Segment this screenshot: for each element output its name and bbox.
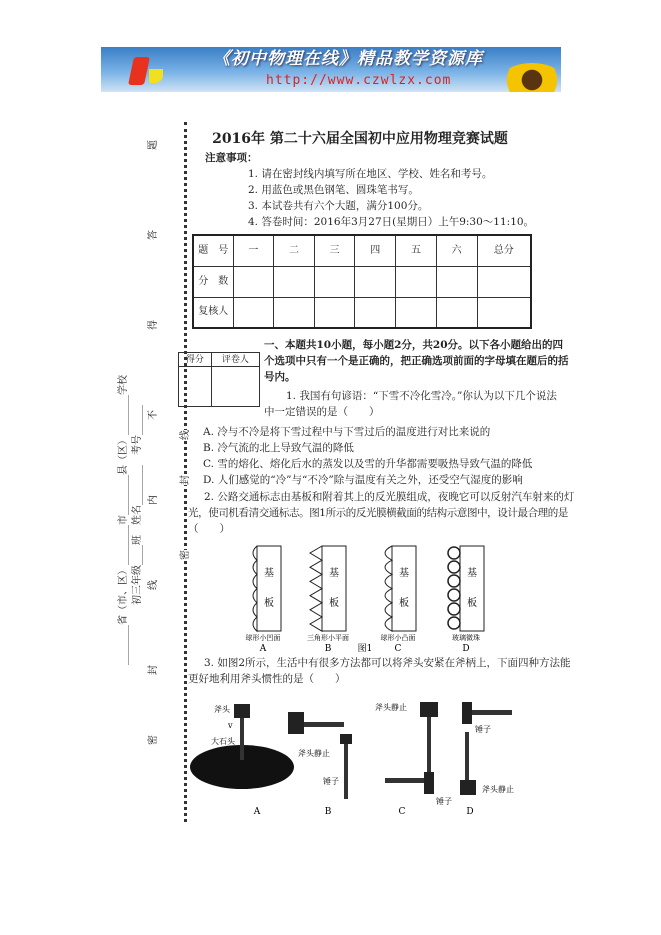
glass-bead bbox=[448, 617, 460, 629]
board-label: 板 bbox=[329, 598, 339, 609]
hammer-handle bbox=[385, 778, 425, 783]
grader-table bbox=[178, 352, 260, 407]
score-table bbox=[192, 234, 532, 329]
label-hammer: 锤子 bbox=[323, 777, 339, 786]
board-label: 基 bbox=[399, 568, 409, 579]
glass-bead bbox=[448, 561, 460, 573]
option-a: A. 冷与不冷是将下雪过程中与下雪过后的温度进行对比来说的 bbox=[203, 426, 491, 438]
label-v: v bbox=[228, 721, 233, 730]
banner-title: 《初中物理在线》精品教学资源库 bbox=[213, 49, 483, 69]
text-line: 一、本题共10小题，每小题2分，共20分。以下各小题给出的四 bbox=[264, 339, 564, 351]
figure-1 bbox=[180, 538, 540, 653]
figure-item-letter: A bbox=[253, 807, 261, 817]
margin-location-line: ________省（市、区）________市________县（区）________学校 bbox=[118, 375, 129, 665]
base-board bbox=[460, 546, 484, 631]
banner-url: http://www.czwlzx.com bbox=[266, 73, 452, 88]
notice-item: 1. 请在密封线内填写所在地区、学校、姓名和考号。 bbox=[248, 168, 493, 180]
th: 三 bbox=[314, 235, 355, 266]
notice-item: 3. 本试卷共有六个大题，满分100分。 bbox=[248, 200, 429, 212]
figure-item-letter: C bbox=[394, 644, 402, 653]
board-label: 基 bbox=[264, 568, 274, 579]
figure-item-letter: D bbox=[466, 807, 474, 817]
label-axe-still: 斧头静止 bbox=[298, 749, 330, 758]
section1-instructions bbox=[264, 337, 569, 385]
question-1-options bbox=[203, 424, 532, 488]
text-line: 个选项中只有一个是正确的，把正确选项前面的字母填在题后的括 bbox=[264, 355, 569, 367]
seal-char: 题 bbox=[148, 140, 159, 150]
option-c: C. 雪的熔化、熔化后水的蒸发以及雪的升华都需要吸热导致气温的降低 bbox=[203, 458, 533, 470]
axe-head bbox=[460, 780, 476, 795]
figure-item-desc: 三角形小平面 bbox=[307, 634, 349, 642]
text-line: 光，使司机看清交通标志。图1所示的反光膜横截面的结构示意图中，设计最合理的是 bbox=[188, 507, 568, 519]
glass-bead bbox=[448, 603, 460, 615]
figure-2 bbox=[180, 692, 540, 817]
reflective-film bbox=[253, 546, 257, 631]
seal-char: 得 bbox=[148, 320, 159, 330]
hammer-head bbox=[462, 702, 472, 724]
th: 总分 bbox=[477, 235, 531, 266]
base-board bbox=[392, 546, 416, 631]
figure-item-letter: D bbox=[462, 644, 470, 653]
hammer-handle bbox=[344, 744, 348, 799]
axe-head bbox=[234, 704, 250, 718]
label-axe-still: 斧头静止 bbox=[375, 703, 407, 712]
hammer-handle bbox=[472, 710, 512, 715]
board-label: 板 bbox=[467, 598, 477, 609]
logo-icon bbox=[128, 57, 150, 85]
text-line: 1. 我国有句谚语：“下雪不冷化雪冷。”你认为以下几个说法 bbox=[286, 390, 557, 402]
figure-item-desc: 球形小凹面 bbox=[245, 634, 281, 642]
th: 二 bbox=[274, 235, 315, 266]
glass-bead bbox=[448, 547, 460, 559]
text-line: 更好地利用斧头惯性的是（ ） bbox=[188, 673, 346, 685]
text-line: 中一定错误的是（ ） bbox=[264, 406, 380, 418]
th: 四 bbox=[355, 235, 396, 266]
th: 五 bbox=[396, 235, 437, 266]
glass-bead bbox=[448, 575, 460, 587]
hammer-head bbox=[424, 772, 434, 794]
question-1 bbox=[264, 388, 557, 420]
label-hammer: 锤子 bbox=[436, 797, 452, 806]
label-axe-still: 斧头静止 bbox=[482, 785, 514, 794]
axe-handle bbox=[304, 722, 344, 727]
question-3 bbox=[188, 655, 571, 687]
figure-item-desc: 玻璃微珠 bbox=[452, 634, 480, 642]
base-board bbox=[322, 546, 346, 631]
dotted-label-char: 封 bbox=[180, 475, 191, 485]
th: 得分 bbox=[179, 353, 212, 367]
label-axe-head: 斧头 bbox=[214, 705, 230, 714]
seal-char: 线 bbox=[148, 580, 159, 590]
board-label: 基 bbox=[329, 568, 339, 579]
axe-handle bbox=[465, 732, 469, 782]
figure-item-letter: B bbox=[324, 807, 332, 817]
exam-title: 2016年 第二十六届全国初中应用物理竞赛试题 bbox=[212, 131, 508, 147]
figure-caption: 图1 bbox=[357, 644, 373, 653]
text-line: 2. 公路交通标志由基板和附着其上的反光膜组成，夜晚它可以反射汽车射来的灯 bbox=[204, 491, 575, 503]
seal-char: 答 bbox=[148, 230, 159, 240]
margin-student-line: 初三年级____班 姓名________ 考号______ bbox=[132, 405, 143, 605]
base-board bbox=[257, 546, 281, 631]
dotted-label-char: 线 bbox=[180, 430, 191, 440]
seal-char: 不 bbox=[148, 410, 159, 420]
axe-head bbox=[420, 702, 438, 717]
figure-item-letter: A bbox=[259, 644, 267, 653]
logo-icon-accent bbox=[149, 69, 163, 83]
figure-item-desc: 球形小凸面 bbox=[380, 634, 416, 642]
question-2 bbox=[188, 489, 574, 537]
seal-char: 封 bbox=[148, 665, 159, 675]
th: 一 bbox=[233, 235, 274, 266]
text-line: 号内。 bbox=[264, 371, 296, 383]
th: 评卷人 bbox=[211, 353, 259, 367]
site-banner bbox=[101, 47, 561, 92]
option-b: B. 冷气流的北上导致气温的降低 bbox=[203, 442, 354, 454]
board-label: 基 bbox=[467, 568, 477, 579]
seal-char: 密 bbox=[148, 735, 159, 745]
figure-item-letter: C bbox=[398, 807, 406, 817]
notice-item: 2. 用蓝色或黑色钢笔、圆珠笔书写。 bbox=[248, 184, 419, 196]
notice-list bbox=[248, 166, 534, 230]
dotted-label-char: 密 bbox=[180, 550, 191, 560]
label-hammer: 锤子 bbox=[475, 725, 491, 734]
option-d: D. 人们感觉的“冷”与“不冷”除与温度有关之外，还受空气湿度的影响 bbox=[203, 474, 523, 486]
row-label: 分 数 bbox=[193, 266, 233, 297]
notice-item: 4. 答卷时间：2016年3月27日(星期日）上午9:30～11:10。 bbox=[248, 216, 535, 228]
text-line: 3. 如图2所示，生活中有很多方法都可以将斧头安紧在斧柄上，下面四种方法能 bbox=[204, 657, 571, 669]
reflective-film bbox=[385, 546, 392, 631]
seal-char: 内 bbox=[148, 495, 159, 505]
board-label: 板 bbox=[264, 598, 274, 609]
hammer-head bbox=[340, 734, 352, 744]
figure-item-letter: B bbox=[324, 644, 332, 653]
text-line: （ ） bbox=[188, 523, 230, 535]
th: 题 号 bbox=[193, 235, 233, 266]
reflective-film bbox=[310, 546, 322, 631]
label-rock: 大石头 bbox=[211, 737, 235, 746]
board-label: 板 bbox=[399, 598, 409, 609]
axe-head bbox=[288, 712, 304, 734]
sunflower-image bbox=[501, 63, 561, 92]
th: 六 bbox=[436, 235, 477, 266]
notice-label: 注意事项： bbox=[205, 152, 258, 164]
row-label: 复核人 bbox=[193, 297, 233, 328]
glass-bead bbox=[448, 589, 460, 601]
